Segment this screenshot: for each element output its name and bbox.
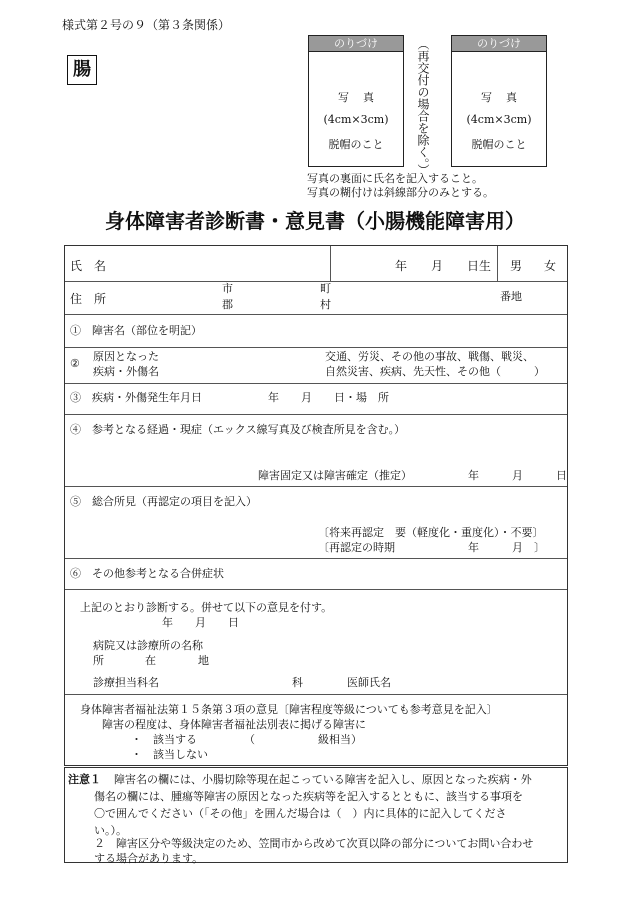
item-4-date: 年 月 日 [468,469,567,482]
item-2-causes-b: 自然災害、疾病、先天性、その他（ ） [325,365,545,378]
location-label-3: 地 [198,654,209,667]
item-4: ④ 参考となる経過・現症（エックス線写真及び検査所見を含む。） [70,423,406,436]
item-5-reassess: 〔将来再認定 要（軽度化・重度化）・不要〕 [318,526,544,539]
opinion-line: 障害の程度は、身体障害者福祉法別表に掲げる障害に [102,718,366,731]
department-label: 診療担当科名 [93,676,159,689]
opinion-applicable: ・ 該当する [131,733,197,746]
form-number: 様式第２号の９（第３条関係） [62,18,231,32]
county-label: 郡 [222,298,233,311]
glue-label: のりづけ [452,36,546,52]
page-title: 身体障害者診断書・意見書（小腸機能障害用） [105,209,525,233]
town-label: 町 [320,282,331,295]
diagnosis-statement: 上記のとおり診断する。併せて以下の意見を付す。 [80,601,333,614]
diagnosis-date: 年 月 日 [162,616,239,629]
photo-label: 写真 [481,91,531,104]
category-stamp: 腸 [67,55,97,85]
notes-head: 注意１ [68,773,101,786]
opinion-paren-open: （ [244,733,255,746]
sex-male: 男 [510,259,523,273]
photo-size: (4cm×3cm) [466,113,532,126]
photo-hat-note: 脱帽のこと [328,138,384,151]
department-suffix: 科 [292,676,303,689]
item-3-date: 年 月 日・場 所 [268,391,389,404]
banchi-label: 番地 [500,290,522,303]
reissue-note: （再交付の場合を除く。） [416,38,430,176]
item-5-timing-label: 〔再認定の時期 [318,541,395,554]
item-2-causes-a: 交通、労災、その他の事故、戦傷、戦災、 [325,350,534,363]
note-1a: 障害名の欄には、小腸切除等現在起こっている障害を記入し、原因となった疾病・外 [114,773,532,786]
note-1d: い。）。 [94,824,127,837]
photo-note-2: 写真の糊付けは斜線部分のみとする。 [307,186,494,199]
doctor-name-label: 医師氏名 [347,676,391,689]
item-3: ③ 疾病・外傷発生年月日 [70,391,202,404]
opinion-grade: 級相当） [318,733,362,746]
birth-date: 年 月 日生 [395,259,492,273]
item-4-fixed: 障害固定又は障害確定（推定） [258,469,412,482]
photo-label: 写真 [338,91,388,104]
note-1c: 〇で囲んでください（「その他」を囲んだ場合は（ ）内に具体的に記入してくださ [94,807,507,820]
item-2-label-b: 疾病・外傷名 [93,365,159,378]
item-5-timing-date: 年 月 〕 [468,541,545,554]
location-label-1: 所 [93,654,104,667]
location-label-2: 在 [145,654,156,667]
note-2b: する場合があります。 [94,852,204,865]
item-2-number: ② [70,357,80,370]
village-label: 村 [320,298,331,311]
address-label: 住 所 [70,292,107,306]
sex-female: 女 [544,259,557,273]
note-1b: 傷名の欄には、腫瘍等障害の原因となった疾病等を記入するとともに、該当する事項を [94,790,523,803]
glue-label: のりづけ [309,36,403,52]
photo-note-1: 写真の裏面に氏名を記入すること。 [307,172,483,185]
opinion-not-applicable: ・ 該当しない [131,748,208,761]
photo-box-right [451,35,547,167]
city-label: 市 [222,282,233,295]
photo-size: (4cm×3cm) [323,113,389,126]
item-1: ① 障害名（部位を明記） [70,324,202,337]
photo-box-left [308,35,404,167]
opinion-header: 身体障害者福祉法第１５条第３項の意見〔障害程度等級についても参考意見を記入〕 [80,703,498,716]
item-5: ⑤ 総合所見（再認定の項目を記入） [70,495,257,508]
name-label: 氏 名 [70,259,107,273]
item-6: ⑥ その他参考となる合併症状 [70,567,224,580]
hospital-name-label: 病院又は診療所の名称 [93,639,203,652]
item-2-label-a: 原因となった [93,350,159,363]
photo-hat-note: 脱帽のこと [471,138,527,151]
note-2a: ２ 障害区分や等級決定のため、笠間市から改めて次頁以降の部分についてお問い合わせ [94,837,534,850]
